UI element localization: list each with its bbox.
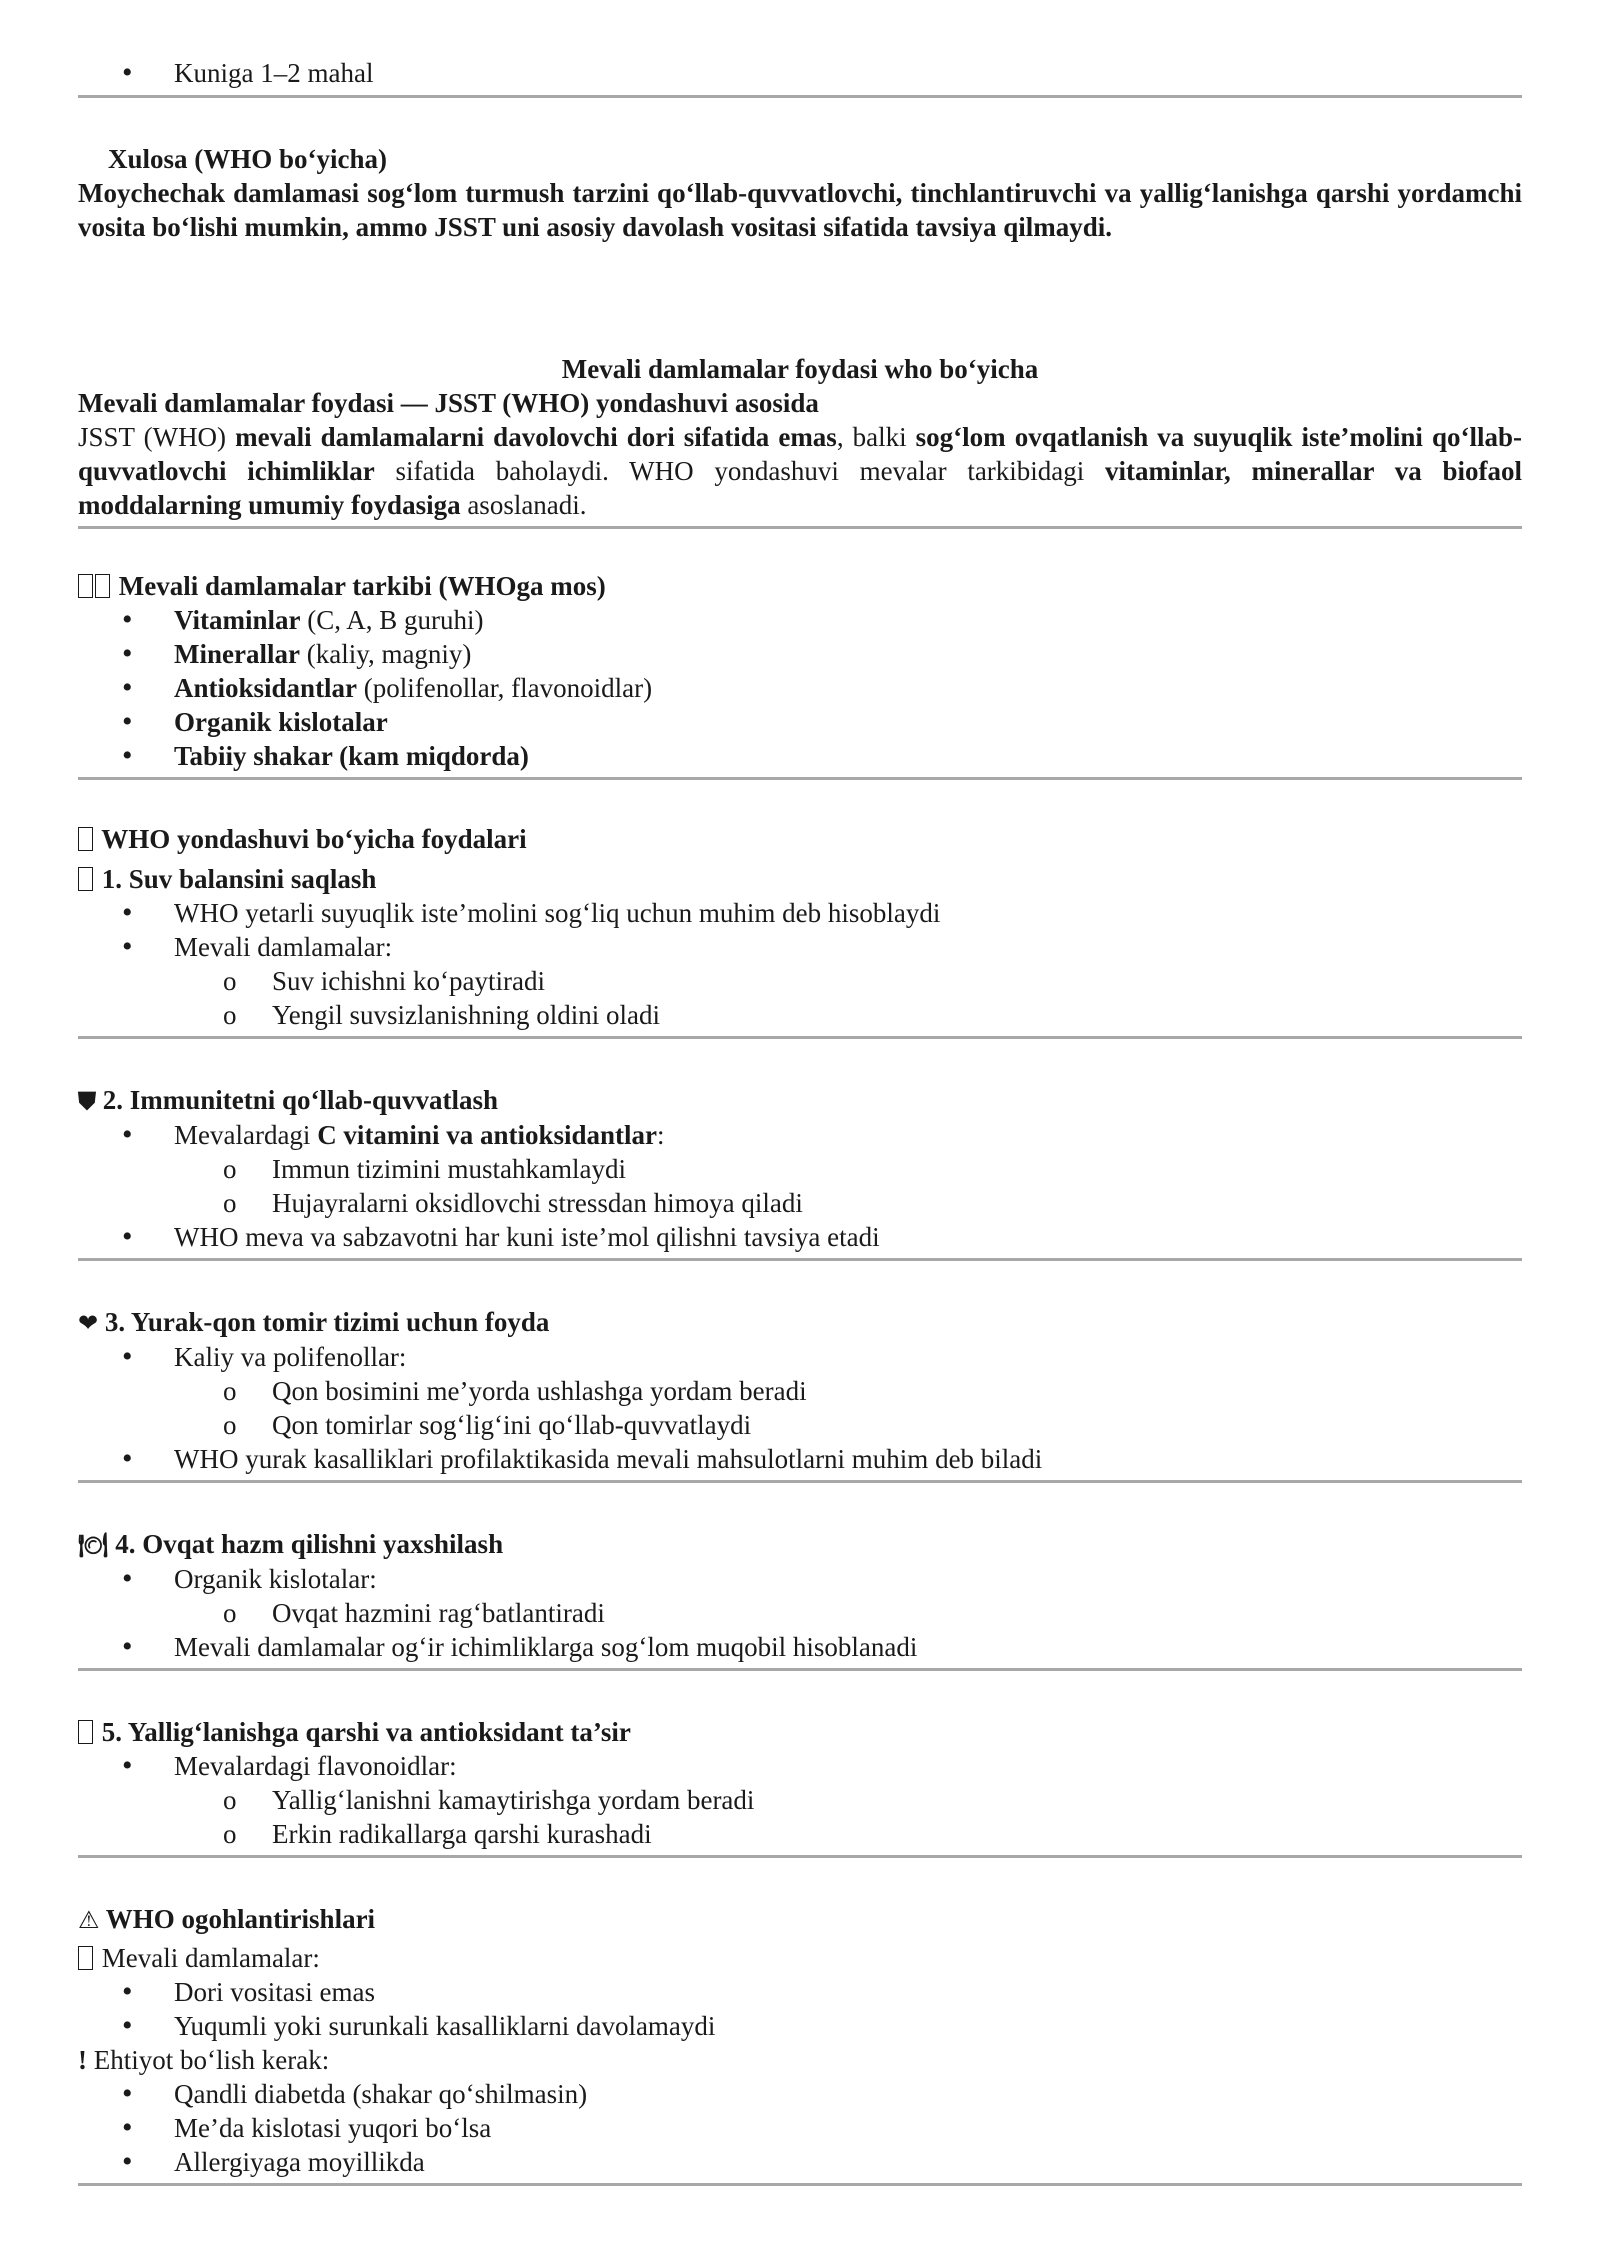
section-5-heading: 5. Yallig‘lanishga qarshi va antioksidant ta’sir	[78, 1715, 1522, 1749]
list-item: • Kaliy va polifenollar:	[78, 1340, 1522, 1374]
section-1-list	[78, 896, 1522, 964]
page-subtitle: Mevali damlamalar foydasi — JSST (WHO) yondashuvi asosida	[78, 388, 819, 418]
section-5-list	[78, 1749, 1522, 1783]
warnings-list	[78, 1975, 1522, 2043]
caution-line: ! Ehtiyot bo‘lish kerak:	[78, 2045, 330, 2075]
section-2-sublist	[78, 1152, 1522, 1220]
list-item: • Dori vositasi emas	[78, 1975, 1522, 2009]
conclusion-text: Moychechak damlamasi sog‘lom turmush tarzini qo‘llab-quvvatlovchi, tinchlantiruvchi va yallig‘lanishga qarshi yordamchi vosita bo‘lishi mumkin, ammo JSST uni asosiy davolash vositasi sifatida tavsiya qilmaydi.	[78, 178, 1522, 242]
missing-glyph-icon	[78, 1946, 93, 1970]
top-list	[78, 56, 1522, 90]
composition-list	[78, 603, 1522, 773]
sub-list-item: o Yengil suvsizlanishning oldini oladi	[78, 998, 1522, 1032]
heart-icon: ❤	[78, 1309, 99, 1337]
warning-icon: ⚠	[78, 1906, 100, 1934]
sub-list-item: o Erkin radikallarga qarshi kurashadi	[78, 1817, 1522, 1851]
section-1-sublist	[78, 964, 1522, 1032]
list-item: • Tabiiy shakar (kam miqdorda)	[78, 739, 1522, 773]
page-title: Mevali damlamalar foydasi who bo‘yicha	[561, 354, 1039, 384]
section-5-sublist	[78, 1783, 1522, 1851]
list-item: • WHO yetarli suyuqlik iste’molini sog‘liq uchun muhim deb hisoblaydi	[78, 896, 1522, 930]
sub-list-item: o Hujayralarni oksidlovchi stressdan himoya qiladi	[78, 1186, 1522, 1220]
plate-cutlery-icon: 🍽	[78, 1531, 109, 1559]
shield-icon: ⛊	[78, 1087, 96, 1115]
section-3-list	[78, 1340, 1522, 1374]
divider	[78, 2183, 1522, 2186]
section-2-list-end	[78, 1220, 1522, 1254]
list-item: • Kuniga 1–2 mahal	[78, 56, 1522, 90]
list-item: • Me’da kislotasi yuqori bo‘lsa	[78, 2111, 1522, 2145]
warnings-lead: Mevali damlamalar:	[78, 1941, 1522, 1975]
missing-glyph-icon	[78, 827, 93, 851]
section-4-heading: 🍽 4. Ovqat hazm qilishni yaxshilash	[78, 1529, 504, 1559]
sub-list-item: o Ovqat hazmini rag‘batlantiradi	[78, 1596, 1522, 1630]
list-item: • Yuqumli yoki surunkali kasalliklarni davolamaydi	[78, 2009, 1522, 2043]
composition-heading: Mevali damlamalar tarkibi (WHOga mos)	[78, 569, 1522, 603]
section-2-heading: ⛊ 2. Immunitetni qo‘llab-quvvatlash	[78, 1085, 499, 1115]
list-item: • Mevali damlamalar:	[78, 930, 1522, 964]
list-item: • Mevalardagi C vitamini va antioksidantlar:	[78, 1118, 1522, 1152]
exclamation-icon: !	[78, 2045, 87, 2075]
section-3-list-end	[78, 1442, 1522, 1476]
list-item: • WHO meva va sabzavotni har kuni iste’mol qilishni tavsiya etadi	[78, 1220, 1522, 1254]
missing-glyph-icon	[78, 1720, 93, 1744]
section-3-sublist	[78, 1374, 1522, 1442]
list-item: • Allergiyaga moyillikda	[78, 2145, 1522, 2179]
missing-glyph-icon	[78, 867, 93, 891]
warnings-heading: ⚠ WHO ogohlantirishlari	[78, 1904, 376, 1934]
section-2-list	[78, 1118, 1522, 1152]
caution-list	[78, 2077, 1522, 2179]
list-item: • Organik kislotalar	[78, 705, 1522, 739]
intro-paragraph: JSST (WHO) mevali damlamalarni davolovchi dori sifatida emas, balki sog‘lom ovqatlanish va suyuqlik iste’molini qo‘llab-quvvatlovchi ichimliklar sifatida baholaydi. WHO yondashuvi mevalar tarkibidagi vitaminlar, minerallar va biofaol moddalarning umumiy foydasiga asoslanadi.	[78, 422, 1522, 520]
list-item: • WHO yurak kasalliklari profilaktikasida mevali mahsulotlarni muhim deb biladi	[78, 1442, 1522, 1476]
list-item: • Mevali damlamalar og‘ir ichimliklarga sog‘lom muqobil hisoblanadi	[78, 1630, 1522, 1664]
list-item: • Organik kislotalar:	[78, 1562, 1522, 1596]
section-4-list-end	[78, 1630, 1522, 1664]
sub-list-item: o Qon bosimini me’yorda ushlashga yordam beradi	[78, 1374, 1522, 1408]
benefits-heading: WHO yondashuvi bo‘yicha foydalari	[78, 822, 1522, 856]
sub-list-item: o Suv ichishni ko‘paytiradi	[78, 964, 1522, 998]
conclusion-title: Xulosa (WHO bo‘yicha)	[108, 144, 388, 174]
section-4-list	[78, 1562, 1522, 1596]
missing-glyph-icon	[78, 574, 93, 598]
list-item: • Vitaminlar (C, A, B guruhi)	[78, 603, 1522, 637]
list-item: • Qandli diabetda (shakar qo‘shilmasin)	[78, 2077, 1522, 2111]
sub-list-item: o Immun tizimini mustahkamlaydi	[78, 1152, 1522, 1186]
sub-list-item: o Yallig‘lanishni kamaytirishga yordam beradi	[78, 1783, 1522, 1817]
section-3-heading: ❤ 3. Yurak-qon tomir tizimi uchun foyda	[78, 1307, 550, 1337]
missing-glyph-icon	[95, 574, 110, 598]
section-1-heading: 1. Suv balansini saqlash	[78, 862, 1522, 896]
list-item: • Mevalardagi flavonoidlar:	[78, 1749, 1522, 1783]
list-item: • Antioksidantlar (polifenollar, flavonoidlar)	[78, 671, 1522, 705]
sub-list-item: o Qon tomirlar sog‘lig‘ini qo‘llab-quvvatlaydi	[78, 1408, 1522, 1442]
section-4-sublist	[78, 1596, 1522, 1630]
list-item: • Minerallar (kaliy, magniy)	[78, 637, 1522, 671]
